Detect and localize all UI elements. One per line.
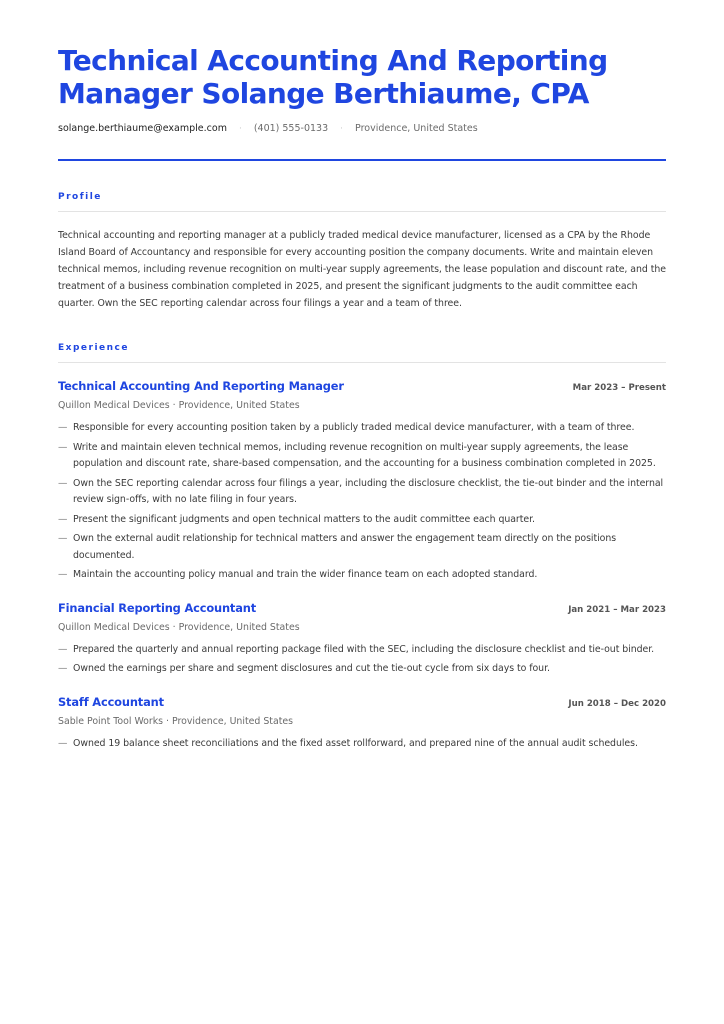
- resume-name-title: Technical Accounting And Reporting Manager Solange Berthiaume, CPA: [58, 44, 608, 110]
- job-bullet: [58, 661, 666, 678]
- contact-separator: ·: [340, 123, 344, 134]
- job-bullets: [58, 642, 666, 678]
- bullet-text: Owned the earnings per share and segment disclosures and cut the tie-out cycle from six days to four.: [73, 663, 550, 674]
- job-bullets: [58, 420, 666, 584]
- experience-section: [58, 343, 666, 752]
- profile-section: [58, 192, 666, 312]
- bullet-text: Own the SEC reporting calendar across four filings a year, including the disclosure checklist, the tie-out binder and the internal review sign-offs, with no late filing in four years.: [73, 477, 664, 505]
- job-bullet: [58, 642, 666, 659]
- bullet-dash-icon: —: [58, 569, 68, 580]
- bullet-text: Own the external audit relationship for technical matters and answer the engagement team directly on the positions documented.: [73, 533, 617, 561]
- job-company: Sable Point Tool Works · Providence, United States: [58, 715, 294, 727]
- contact-separator: ·: [238, 123, 242, 134]
- bullet-text: Owned 19 balance sheet reconciliations and the fixed asset rollforward, and prepared nine of the annual audit schedules.: [73, 737, 638, 749]
- contact-email[interactable]: solange.berthiaume@example.com: [58, 123, 227, 134]
- bullet-dash-icon: —: [58, 533, 68, 544]
- bullet-text: Write and maintain eleven technical memos, including revenue recognition on multi-year supply agreements, the lease population and discount rate, share-based compensation, and the accounting for a business combination completed in 2025.: [73, 441, 656, 469]
- job-bullet: [58, 567, 666, 584]
- job-title: Staff Accountant: [58, 694, 164, 709]
- job-bullet: [58, 440, 666, 473]
- profile-summary: Technical accounting and reporting manager at a publicly traded medical device manufacturer, licensed as a CPA by the Rhode Island Board of Accountancy and responsible for every accounting position the company documents. Write and maintain eleven technical memos, including revenue recognition on multi-year supply agreements, the lease population and discount rate, and the treatment of a business combination completed in 2025, and present the significant judgments to the audit committee each quarter. Own the SEC reporting calendar across four filings a year and a team of three.: [58, 230, 666, 309]
- bullet-dash-icon: —: [58, 441, 68, 453]
- job-company: Quillon Medical Devices · Providence, United States: [58, 400, 300, 411]
- job-entry: [58, 695, 666, 753]
- job-bullet: [58, 476, 666, 509]
- job-bullet: [58, 512, 666, 529]
- job-bullet: [58, 420, 666, 437]
- bullet-text: Prepared the quarterly and annual reporting package filed with the SEC, including the disclosure checklist and tie-out binder.: [73, 643, 655, 655]
- job-company: Quillon Medical Devices · Providence, United States: [58, 621, 300, 633]
- bullet-text: Present the significant judgments and open technical matters to the audit committee each quarter.: [73, 513, 535, 525]
- bullet-dash-icon: —: [58, 477, 68, 489]
- job-dates: Jan 2021 – Mar 2023: [568, 604, 666, 615]
- bullet-dash-icon: —: [58, 737, 68, 749]
- job-bullet: [58, 736, 666, 753]
- contact-line: [58, 123, 666, 134]
- experience-heading: Experience: [58, 343, 666, 363]
- contact-location: Providence, United States: [355, 123, 478, 134]
- bullet-dash-icon: —: [58, 422, 68, 433]
- bullet-text: Maintain the accounting policy manual and train the wider finance team on each adopted standard.: [73, 569, 538, 580]
- job-header: [58, 379, 666, 393]
- job-header: [58, 695, 666, 709]
- bullet-dash-icon: —: [58, 663, 68, 674]
- job-entry: [58, 379, 666, 584]
- bullet-dash-icon: —: [58, 513, 68, 525]
- job-dates: Jun 2018 – Dec 2020: [568, 698, 666, 709]
- job-header: [58, 601, 666, 615]
- job-bullets: [58, 736, 666, 753]
- bullet-text: Responsible for every accounting position taken by a publicly traded medical device manufacturer, with a team of three.: [73, 422, 635, 433]
- job-dates: Mar 2023 – Present: [572, 383, 666, 393]
- job-entry: [58, 601, 666, 678]
- bullet-dash-icon: —: [58, 643, 68, 655]
- job-bullet: [58, 531, 666, 564]
- profile-heading: Profile: [58, 192, 666, 212]
- job-title: Financial Reporting Accountant: [58, 600, 257, 615]
- job-title: Technical Accounting And Reporting Manager: [58, 379, 344, 393]
- contact-phone[interactable]: (401) 555-0133: [253, 123, 329, 134]
- header-divider: [58, 159, 666, 161]
